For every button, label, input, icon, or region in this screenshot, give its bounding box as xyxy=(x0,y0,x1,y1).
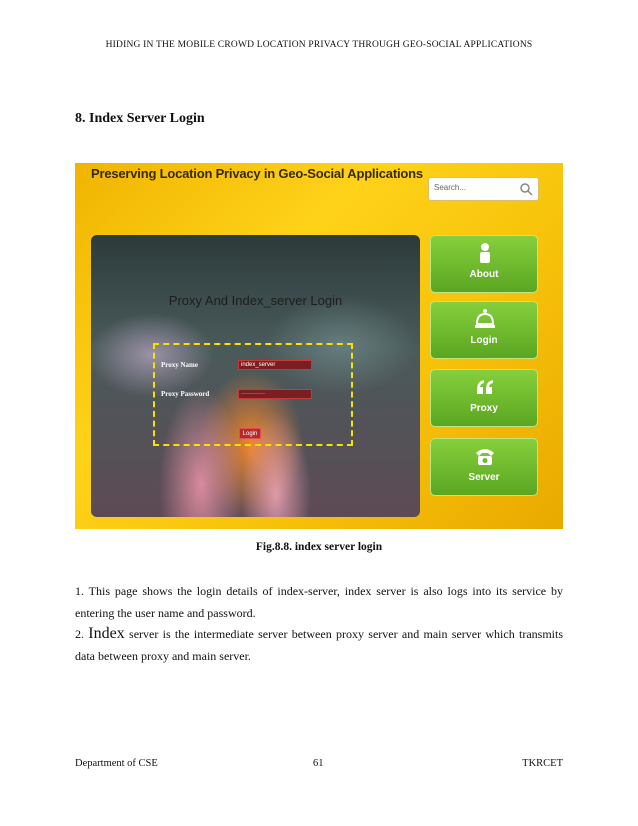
quote-icon xyxy=(474,376,496,398)
proxy-password-field[interactable]: ············ xyxy=(238,389,312,399)
tile-server[interactable] xyxy=(430,438,538,496)
paragraph-2-rest: server is the intermediate server between proxy server and main server which transmits data between proxy and main server. xyxy=(75,627,564,663)
paragraph-2-prefix: 2. xyxy=(75,627,89,641)
search-box[interactable] xyxy=(428,177,539,201)
running-header: HIDING IN THE MOBILE CROWD LOCATION PRIVACY THROUGH GEO-SOCIAL APPLICATIONS xyxy=(105,40,533,50)
proxy-name-field[interactable]: index_server xyxy=(238,360,312,370)
login-form xyxy=(153,343,353,446)
tile-proxy[interactable] xyxy=(430,369,538,427)
tile-login[interactable] xyxy=(430,301,538,359)
app-screenshot xyxy=(75,163,563,529)
footer-department: Department of CSE xyxy=(75,758,158,769)
login-button[interactable]: Login xyxy=(239,428,261,439)
phone-icon xyxy=(474,445,496,467)
proxy-name-label: Proxy Name xyxy=(161,361,198,369)
app-title: Preserving Location Privacy in Geo-Social Applications xyxy=(91,166,423,181)
paragraph-2-keyword: Index xyxy=(88,625,125,642)
paragraph-1: 1. This page shows the login details of index-server, index server is also logs into its service by entering the user name and password. xyxy=(75,584,563,620)
footer-page-number: 61 xyxy=(313,758,324,769)
person-icon xyxy=(474,242,496,264)
tile-about[interactable] xyxy=(430,235,538,293)
proxy-password-label: Proxy Password xyxy=(161,390,210,398)
tile-login-label: Login xyxy=(470,335,498,346)
bell-icon xyxy=(474,308,496,330)
search-input[interactable]: Search... xyxy=(434,183,467,192)
hero-title: Proxy And Index_server Login xyxy=(168,293,343,308)
tile-server-label: Server xyxy=(468,472,500,483)
search-icon[interactable] xyxy=(519,182,533,196)
login-hero-panel xyxy=(91,235,420,517)
tile-about-label: About xyxy=(469,269,499,280)
section-title: 8. Index Server Login xyxy=(75,111,205,126)
footer-college: TKRCET xyxy=(522,758,563,769)
paragraph-2 xyxy=(75,623,563,667)
tile-proxy-label: Proxy xyxy=(470,403,498,414)
figure-caption: Fig.8.8. index server login xyxy=(255,541,383,553)
